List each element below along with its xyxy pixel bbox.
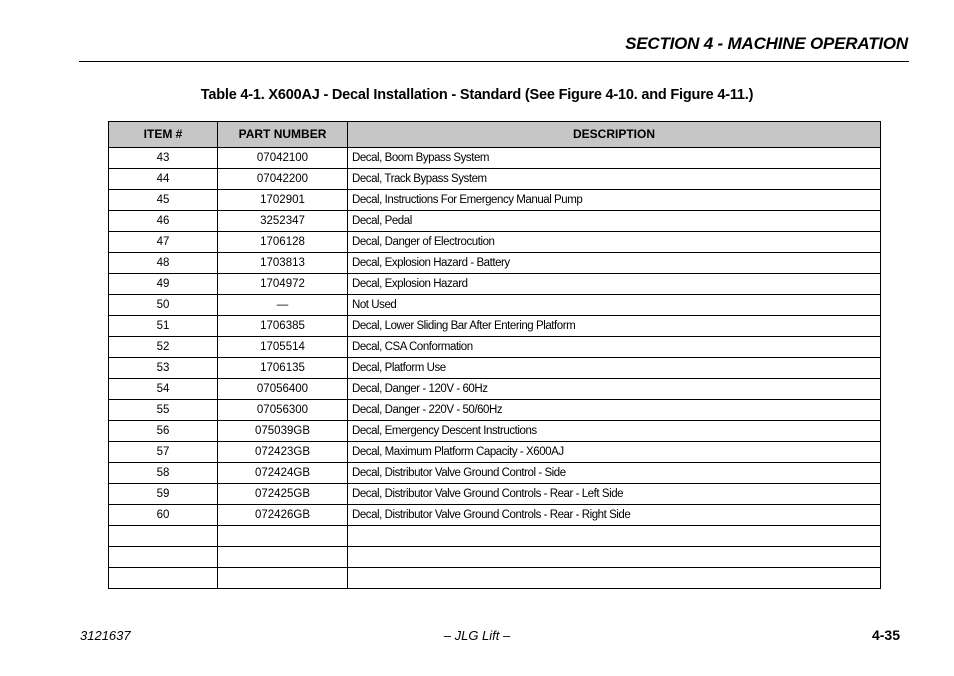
header-rule	[79, 61, 909, 62]
description-cell: Decal, Danger - 220V - 50/60Hz	[348, 400, 881, 421]
table-row	[109, 337, 881, 358]
part-number-cell: 1706135	[218, 358, 348, 379]
item-number-cell: 43	[109, 148, 218, 169]
description-cell: Decal, Emergency Descent Instructions	[348, 421, 881, 442]
description-cell	[348, 568, 881, 589]
part-number-cell: —	[218, 295, 348, 316]
item-number-cell: 52	[109, 337, 218, 358]
item-number-cell: 56	[109, 421, 218, 442]
part-number-cell: 072426GB	[218, 505, 348, 526]
table-row	[109, 400, 881, 421]
part-number-cell: 07042200	[218, 169, 348, 190]
description-cell: Decal, Danger of Electrocution	[348, 232, 881, 253]
table-row	[109, 295, 881, 316]
description-cell: Decal, Distributor Valve Ground Control - Side	[348, 463, 881, 484]
item-number-cell: 58	[109, 463, 218, 484]
item-number-cell	[109, 568, 218, 589]
part-number-cell	[218, 568, 348, 589]
part-number-cell	[218, 526, 348, 547]
part-number-cell: 1706128	[218, 232, 348, 253]
decal-table	[108, 121, 881, 589]
table-row	[109, 232, 881, 253]
item-number-cell: 45	[109, 190, 218, 211]
table-row	[109, 274, 881, 295]
description-cell: Decal, Distributor Valve Ground Controls - Rear - Left Side	[348, 484, 881, 505]
table-row	[109, 190, 881, 211]
section-title: SECTION 4 - MACHINE OPERATION	[625, 34, 908, 53]
description-cell: Decal, Explosion Hazard - Battery	[348, 253, 881, 274]
table-body	[109, 148, 881, 589]
table-row	[109, 148, 881, 169]
description-cell: Decal, Danger - 120V - 60Hz	[348, 379, 881, 400]
table-row	[109, 568, 881, 589]
table-row	[109, 484, 881, 505]
description-cell: Decal, Boom Bypass System	[348, 148, 881, 169]
item-number-cell: 44	[109, 169, 218, 190]
table-row	[109, 547, 881, 568]
item-number-cell: 49	[109, 274, 218, 295]
table-header-row	[109, 122, 881, 148]
description-cell: Decal, Platform Use	[348, 358, 881, 379]
item-number-cell: 59	[109, 484, 218, 505]
table-row	[109, 316, 881, 337]
item-number-cell: 46	[109, 211, 218, 232]
part-number-cell: 07042100	[218, 148, 348, 169]
item-number-cell: 47	[109, 232, 218, 253]
part-number-cell: 1704972	[218, 274, 348, 295]
part-number-cell: 1702901	[218, 190, 348, 211]
part-number-cell: 072423GB	[218, 442, 348, 463]
table-row	[109, 526, 881, 547]
item-number-cell: 60	[109, 505, 218, 526]
table-caption: Table 4-1. X600AJ - Decal Installation - Standard (See Figure 4-10. and Figure 4-11.)	[200, 87, 754, 103]
column-header-item: ITEM #	[109, 122, 218, 148]
part-number-cell	[218, 547, 348, 568]
item-number-cell: 53	[109, 358, 218, 379]
column-header-description: DESCRIPTION	[348, 122, 881, 148]
part-number-cell: 075039GB	[218, 421, 348, 442]
part-number-cell: 3252347	[218, 211, 348, 232]
document-number: 3121637	[80, 628, 131, 643]
description-cell: Decal, Track Bypass System	[348, 169, 881, 190]
item-number-cell: 50	[109, 295, 218, 316]
column-header-part-number: PART NUMBER	[218, 122, 348, 148]
table-row	[109, 421, 881, 442]
description-cell	[348, 547, 881, 568]
description-cell: Decal, Distributor Valve Ground Controls - Rear - Right Side	[348, 505, 881, 526]
table-row	[109, 169, 881, 190]
part-number-cell: 1706385	[218, 316, 348, 337]
description-cell: Decal, Lower Sliding Bar After Entering Platform	[348, 316, 881, 337]
footer-brand: – JLG Lift –	[443, 628, 511, 643]
description-cell: Decal, CSA Conformation	[348, 337, 881, 358]
part-number-cell: 072424GB	[218, 463, 348, 484]
part-number-cell: 1705514	[218, 337, 348, 358]
table-row	[109, 358, 881, 379]
page-number: 4-35	[871, 627, 900, 643]
part-number-cell: 07056400	[218, 379, 348, 400]
item-number-cell	[109, 547, 218, 568]
description-cell: Decal, Instructions For Emergency Manual Pump	[348, 190, 881, 211]
item-number-cell: 54	[109, 379, 218, 400]
part-number-cell: 1703813	[218, 253, 348, 274]
table-row	[109, 379, 881, 400]
table-row	[109, 253, 881, 274]
item-number-cell: 57	[109, 442, 218, 463]
item-number-cell	[109, 526, 218, 547]
description-cell: Decal, Explosion Hazard	[348, 274, 881, 295]
table-row	[109, 442, 881, 463]
table-row	[109, 505, 881, 526]
item-number-cell: 51	[109, 316, 218, 337]
part-number-cell: 07056300	[218, 400, 348, 421]
item-number-cell: 48	[109, 253, 218, 274]
table-row	[109, 463, 881, 484]
part-number-cell: 072425GB	[218, 484, 348, 505]
table-row	[109, 211, 881, 232]
description-cell: Decal, Maximum Platform Capacity - X600AJ	[348, 442, 881, 463]
description-cell: Decal, Pedal	[348, 211, 881, 232]
item-number-cell: 55	[109, 400, 218, 421]
description-cell: Not Used	[348, 295, 881, 316]
description-cell	[348, 526, 881, 547]
